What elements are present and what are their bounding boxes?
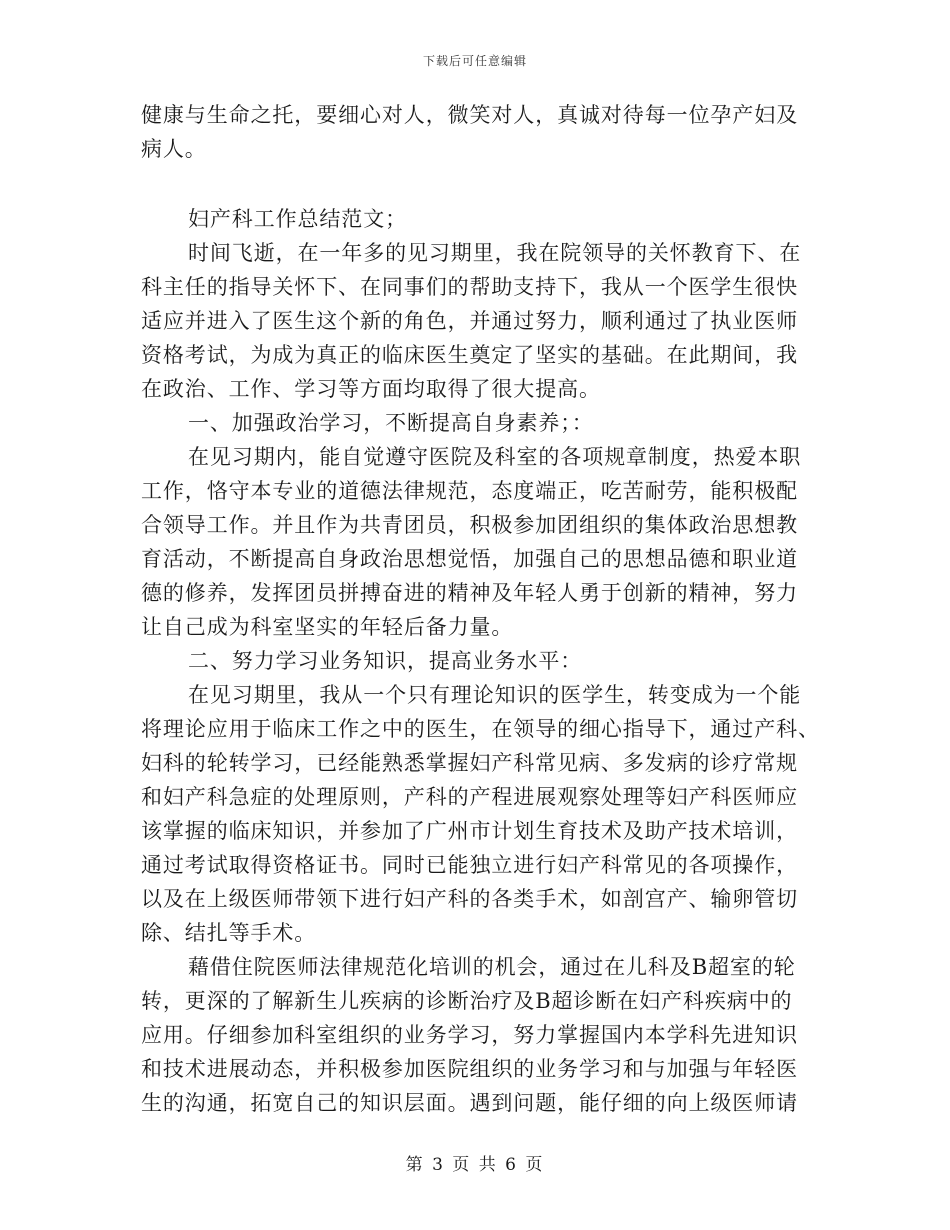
text-line: 在见习期内，能自觉遵守医院及科室的各项规章制度，热爱本职 bbox=[188, 445, 802, 469]
text-line: 通过考试取得资格证书。同时已能独立进行妇产科常见的各项操作， bbox=[141, 853, 798, 877]
text-line: 在政治、工作、学习等方面均取得了很大提高。 bbox=[141, 377, 601, 401]
text-line: 转，更深的了解新生儿疾病的诊断治疗及B超诊断在妇产科疾病中的 bbox=[141, 989, 793, 1013]
text-line: 妇产科工作总结范文； bbox=[188, 207, 407, 231]
text-line: 适应并进入了医生这个新的角色，并通过努力，顺利通过了执业医师 bbox=[141, 309, 798, 333]
text-line: 科主任的指导关怀下、在同事们的帮助支持下，我从一个医学生很快 bbox=[141, 275, 798, 299]
text-line: 德的修养，发挥团员拼搏奋进的精神及年轻人勇于创新的精神，努力 bbox=[141, 581, 798, 605]
text-line: 藉借住院医师法律规范化培训的机会，通过在儿科及B超室的轮 bbox=[188, 955, 796, 979]
page-number-footer: 第 3 页 共 6 页 bbox=[405, 1155, 545, 1175]
text-line: 和技术进展动态，并积极参加医院组织的业务学习和与加强与年轻医 bbox=[141, 1057, 798, 1081]
document-body bbox=[141, 98, 820, 1120]
text-line: 健康与生命之托，要细心对人，微笑对人，真诚对待每一位孕产妇及 bbox=[141, 103, 798, 127]
text-line: 工作，恪守本专业的道德法律规范，态度端正，吃苦耐劳，能积极配 bbox=[141, 479, 798, 503]
text-line: 一、加强政治学习，不断提高自身素养；： bbox=[188, 411, 594, 435]
text-line: 病人。 bbox=[141, 137, 207, 161]
text-line: 除、结扎等手术。 bbox=[141, 921, 317, 945]
text-line: 妇科的轮转学习，已经能熟悉掌握妇产科常见病、多发病的诊疗常规 bbox=[141, 751, 798, 775]
text-line: 和妇产科急症的处理原则，产科的产程进展观察处理等妇产科医师应 bbox=[141, 785, 798, 809]
text-line: 该掌握的临床知识，并参加了广州市计划生育技术及助产技术培训， bbox=[141, 819, 798, 843]
text-line: 二、努力学习业务知识，提高业务水平： bbox=[188, 649, 583, 673]
text-line: 时间飞逝，在一年多的见习期里，我在院领导的关怀教育下、在 bbox=[188, 241, 802, 265]
text-line: 合领导工作。并且作为共青团员，积极参加团组织的集体政治思想教 bbox=[141, 513, 798, 537]
text-line: 育活动，不断提高自身政治思想觉悟，加强自己的思想品德和职业道 bbox=[141, 547, 798, 571]
text-line: 将理论应用于临床工作之中的医生，在领导的细心指导下，通过产科、 bbox=[141, 717, 820, 741]
text-line: 在见习期里，我从一个只有理论知识的医学生，转变成为一个能 bbox=[188, 683, 802, 707]
text-line: 以及在上级医师带领下进行妇产科的各类手术，如剖宫产、输卵管切 bbox=[141, 887, 798, 911]
text-line: 生的沟通，拓宽自己的知识层面。遇到问题，能仔细的向上级医师请 bbox=[141, 1091, 798, 1115]
page-header: 下载后可任意编辑 bbox=[422, 54, 527, 68]
paragraph-gap bbox=[141, 166, 805, 202]
text-line: 资格考试，为成为真正的临床医生奠定了坚实的基础。在此期间，我 bbox=[141, 343, 798, 367]
text-line: 应用。仔细参加科室组织的业务学习，努力掌握国内本学科先进知识 bbox=[141, 1023, 798, 1047]
text-line: 让自己成为科室坚实的年轻后备力量。 bbox=[141, 615, 514, 639]
